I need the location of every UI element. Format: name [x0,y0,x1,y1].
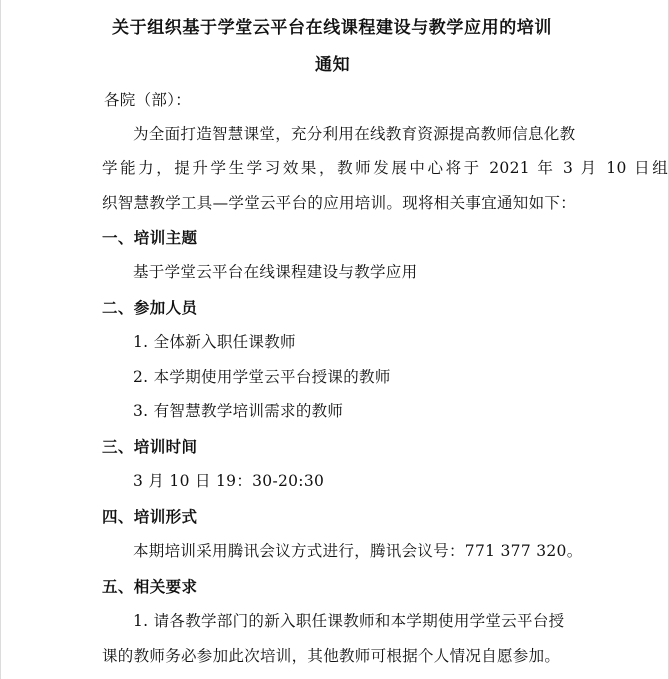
participant-item-3: 3. 有智慧教学培训需求的教师 [133,402,344,420]
section-heading-format: 四、培训形式 [102,508,198,526]
section-heading-time: 三、培训时间 [102,438,198,456]
participant-item-1: 1. 全体新入职任课教师 [133,333,296,351]
section-topic-text: 基于学堂云平台在线课程建设与教学应用 [133,263,418,281]
document-title-line-2: 通知 [315,55,351,75]
section-heading-participants: 二、参加人员 [102,299,198,317]
intro-line-1: 为全面打造智慧课堂，充分利用在线教育资源提高教师信息化教 [133,125,576,143]
page-left-edge [0,0,1,679]
requirement-line-2: 课的教师务必参加此次培训，其他教师可根据个人情况自愿参加。 [102,647,561,665]
training-format-text: 本期培训采用腾讯会议方式进行，腾讯会议号：771 377 320。 [133,542,583,560]
training-time-text: 3 月 10 日 19：30-20:30 [133,472,325,490]
section-heading-topic: 一、培训主题 [102,229,198,247]
salutation: 各院（部）： [104,91,192,109]
section-heading-requirements: 五、相关要求 [102,578,198,596]
requirement-line-1: 1. 请各教学部门的新入职任课教师和本学期使用学堂云平台授 [133,612,565,630]
intro-line-2: 学能力，提升学生学习效果，教师发展中心将于 2021 年 3 月 10 日组 [102,159,668,177]
document-title-line-1: 关于组织基于学堂云平台在线课程建设与教学应用的培训 [112,18,552,38]
participant-item-2: 2. 本学期使用学堂云平台授课的教师 [133,368,391,386]
intro-line-3: 织智慧教学工具—学堂云平台的应用培训。现将相关事宜通知如下： [102,194,577,212]
